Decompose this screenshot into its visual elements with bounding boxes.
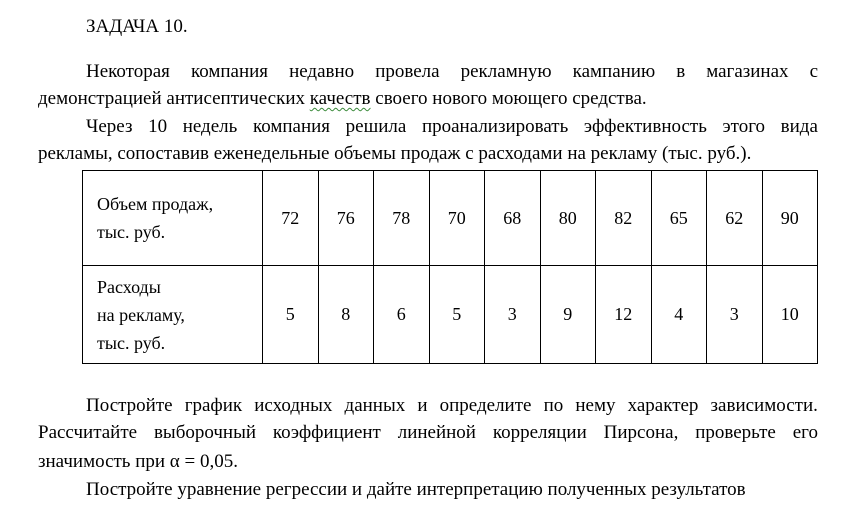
- row-header-line: Объем продаж,: [97, 194, 214, 214]
- table-cell: 10: [762, 266, 818, 364]
- table-cell: 6: [374, 266, 430, 364]
- word: график: [184, 395, 243, 416]
- word: его: [792, 422, 818, 443]
- row-header-line: тыс. руб.: [97, 222, 166, 242]
- table-cell: 12: [596, 266, 652, 364]
- table-cell: 62: [707, 171, 763, 266]
- word: решила: [345, 116, 407, 137]
- table-cell: 90: [762, 171, 818, 266]
- task-title: ЗАДАЧА 10.: [86, 16, 188, 37]
- word: недель: [182, 116, 238, 137]
- table-cell: 72: [263, 171, 319, 266]
- table-cell: 8: [318, 266, 374, 364]
- row-header-line: Расходы: [97, 276, 161, 297]
- word: линейной: [397, 422, 476, 443]
- word: 10: [148, 116, 168, 137]
- table-cell: 68: [485, 171, 541, 266]
- word: в: [676, 61, 686, 82]
- word: нему: [575, 395, 616, 416]
- table-cell: 4: [651, 266, 707, 364]
- row-header-advertising: [83, 266, 263, 364]
- word: Пирсона,: [603, 422, 679, 443]
- paragraph-1-text-after: своего нового моющего средства.: [370, 88, 647, 109]
- table-cell: 5: [429, 266, 485, 364]
- table-cell: 9: [540, 266, 596, 364]
- word: данных: [344, 395, 406, 416]
- paragraph-3-line-2: [38, 421, 818, 445]
- word: этого: [722, 116, 766, 137]
- table-cell: 80: [540, 171, 596, 266]
- word: корреляции: [492, 422, 587, 443]
- table-cell: 3: [485, 266, 541, 364]
- paragraph-1-line-1: [86, 60, 818, 84]
- word: недавно: [289, 61, 355, 82]
- word: проверьте: [695, 422, 776, 443]
- paragraph-2-line-2: рекламы, сопоставив еженедельные объемы продаж с расходами на рекламу (тыс. руб.).: [38, 143, 752, 164]
- word: с: [809, 61, 818, 82]
- word: провела: [375, 61, 440, 82]
- table-cell: 5: [263, 266, 319, 364]
- word: и: [417, 395, 428, 416]
- word: проанализировать: [421, 116, 569, 137]
- word: коэффициент: [272, 422, 381, 443]
- word: Рассчитайте: [38, 422, 138, 443]
- row-header-line: на рекламу,: [97, 304, 185, 325]
- paragraph-2-line-1: [86, 115, 818, 139]
- word: исходных: [254, 395, 333, 416]
- table-cell: 76: [318, 171, 374, 266]
- paragraph-1-line-2: [38, 87, 647, 111]
- spellcheck-flagged-word: качеств: [309, 88, 371, 109]
- word: зависимости.: [710, 395, 818, 416]
- table-row-advertising: [83, 266, 818, 364]
- word: Через: [86, 116, 133, 137]
- word: Некоторая: [86, 61, 170, 82]
- word: вида: [780, 116, 818, 137]
- row-header-sales: [83, 171, 263, 266]
- table-cell: 65: [651, 171, 707, 266]
- paragraph-3-line-1: [86, 394, 818, 418]
- word: выборочный: [153, 422, 257, 443]
- word: магазинах: [706, 61, 789, 82]
- data-table: [82, 170, 818, 364]
- table-cell: 78: [374, 171, 430, 266]
- word: эффективность: [583, 116, 707, 137]
- table-cell: 82: [596, 171, 652, 266]
- word: кампанию: [572, 61, 656, 82]
- word: компания: [190, 61, 269, 82]
- table-cell: 70: [429, 171, 485, 266]
- word: по: [543, 395, 564, 416]
- paragraph-4: Постройте уравнение регрессии и дайте интерпретацию полученных результатов: [86, 479, 746, 500]
- word: характер: [627, 395, 699, 416]
- word: определите: [439, 395, 532, 416]
- table-row-sales: [83, 171, 818, 266]
- word: Постройте: [86, 395, 173, 416]
- table-cell: 3: [707, 266, 763, 364]
- word: рекламную: [460, 61, 552, 82]
- row-header-line: тыс. руб.: [97, 332, 166, 353]
- paragraph-3-line-3: значимость при α = 0,05.: [38, 451, 238, 472]
- word: компания: [252, 116, 331, 137]
- paragraph-1-text-before: демонстрацией антисептических: [38, 88, 310, 109]
